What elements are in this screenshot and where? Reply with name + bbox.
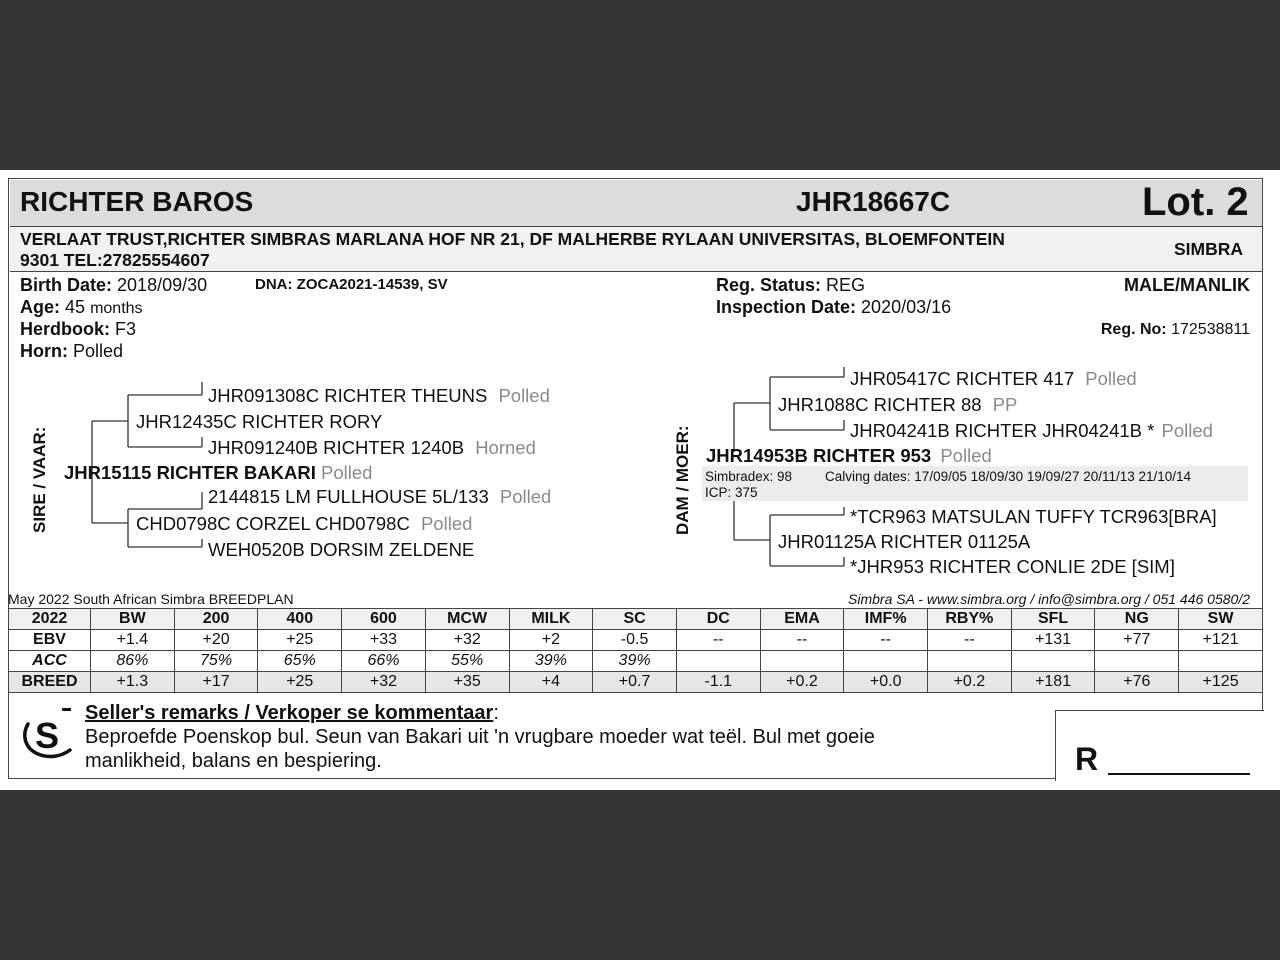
sire-horn: Polled — [321, 462, 373, 483]
table-cell: +131 — [1011, 630, 1095, 651]
inspection-value: 2020/03/16 — [861, 297, 952, 317]
dam-dam-sire — [850, 506, 1217, 528]
sire-dam-sire-horn: Polled — [499, 486, 552, 507]
header-cell: 400 — [258, 609, 342, 630]
dam-sire-sire-horn: Polled — [1085, 368, 1137, 389]
table-cell: +32 — [342, 672, 426, 693]
table-cell — [676, 651, 760, 672]
table-cell: +0.7 — [593, 672, 677, 693]
table-cell: +33 — [342, 630, 426, 651]
sire-dam-dam — [208, 539, 474, 561]
table-cell: 86% — [91, 651, 175, 672]
table-cell — [1095, 651, 1179, 672]
ebv-header-row — [9, 609, 1263, 630]
icp: ICP: 375 — [705, 485, 758, 500]
table-cell: +0.0 — [844, 672, 928, 693]
age-label: Age: — [20, 297, 60, 317]
table-cell — [760, 651, 844, 672]
table-cell: 39% — [593, 651, 677, 672]
sire-sire-dam-horn: Horned — [475, 437, 536, 458]
dam-sire-horn: PP — [992, 394, 1018, 415]
table-cell: +4 — [509, 672, 593, 693]
row-label: BREED — [9, 672, 91, 693]
header-cell: NG — [1095, 609, 1179, 630]
ebv-table — [8, 608, 1263, 693]
reg-no-label: Reg. No: — [1100, 321, 1167, 338]
owner-line-2: 9301 TEL:27825554607 — [20, 250, 210, 270]
table-cell: +25 — [258, 672, 342, 693]
table-cell: -0.5 — [593, 630, 677, 651]
table-cell — [1011, 651, 1095, 672]
header-cell: SC — [593, 609, 677, 630]
sire-sire-sire-name: JHR091308C RICHTER THEUNS — [208, 385, 488, 406]
header-cell: IMF% — [844, 609, 928, 630]
table-cell: +77 — [1095, 630, 1179, 651]
sire-dam-sire — [208, 486, 551, 508]
price-blank-line[interactable] — [1108, 773, 1250, 775]
age-value: 45 — [65, 297, 86, 317]
price-label: R — [1075, 741, 1099, 777]
animal-id: JHR18667C — [796, 186, 951, 217]
dam-dam-sire-name: *TCR963 MATSULAN TUFFY TCR963[BRA] — [850, 506, 1217, 527]
header-cell: 2022 — [9, 609, 91, 630]
dam-label: DAM / MOER: — [673, 425, 692, 535]
header-cell: SFL — [1011, 609, 1095, 630]
reg-status-label: Reg. Status: — [716, 275, 822, 295]
sire-dam — [136, 513, 472, 535]
age-unit: months — [90, 300, 143, 317]
row-label: ACC — [9, 651, 91, 672]
dam-dam — [778, 531, 1030, 553]
breed-label: SIMBRA — [1174, 239, 1244, 259]
header-cell: 200 — [174, 609, 258, 630]
sire-label: SIRE / VAAR: — [30, 426, 49, 533]
reg-status-value: REG — [826, 275, 866, 295]
table-cell: +125 — [1179, 672, 1263, 693]
dam-horn: Polled — [940, 445, 992, 466]
animal-name: RICHTER BAROS — [20, 186, 254, 217]
header-cell: MILK — [509, 609, 593, 630]
sex: MALE/MANLIK — [1124, 275, 1250, 295]
table-cell: +20 — [174, 630, 258, 651]
simbra-logo-icon — [18, 704, 74, 770]
owner-line-1: VERLAAT TRUST,RICHTER SIMBRAS MARLANA HOF NR 21, DF MALHERBE RYLAAN UNIVERSITAS, BLOEMFONTEIN — [20, 229, 1005, 249]
dam-name: JHR14953B RICHTER 953 — [706, 445, 932, 466]
sire-sire-dam-name: JHR091240B RICHTER 1240B — [208, 437, 465, 458]
horn-label: Horn: — [20, 341, 68, 361]
table-cell — [928, 651, 1012, 672]
horn-value: Polled — [73, 341, 124, 361]
dam-sire-sire-name: JHR05417C RICHTER 417 — [850, 368, 1075, 389]
contact-note: Simbra SA - www.simbra.org / info@simbra.org / 051 446 0580/2 — [848, 591, 1250, 607]
sire-dam-sire-name: 2144815 LM FULLHOUSE 5L/133 — [208, 486, 489, 507]
dam-sire-dam-horn: Polled — [1161, 420, 1213, 441]
dam-main — [706, 445, 992, 467]
source-note: May 2022 South African Simbra BREEDPLAN — [8, 591, 294, 607]
table-cell: 39% — [509, 651, 593, 672]
header-cell: SW — [1179, 609, 1263, 630]
birth-date-value: 2018/09/30 — [117, 275, 208, 295]
dam-sire-dam — [850, 420, 1213, 442]
table-cell: -1.1 — [676, 672, 760, 693]
header-cell: 600 — [342, 609, 426, 630]
sire-name: JHR15115 RICHTER BAKARI — [64, 462, 316, 483]
sire-sire-dam — [208, 437, 536, 459]
table-cell: 66% — [342, 651, 426, 672]
header-cell: BW — [91, 609, 175, 630]
table-cell — [844, 651, 928, 672]
reg-no-value: 172538811 — [1171, 321, 1250, 338]
dam-sire-sire — [850, 368, 1137, 390]
table-cell: 75% — [174, 651, 258, 672]
table-cell: 65% — [258, 651, 342, 672]
table-cell: -- — [760, 630, 844, 651]
table-cell: +181 — [1011, 672, 1095, 693]
dam-sire-name: JHR1088C RICHTER 88 — [778, 394, 982, 415]
lot-number: Lot. 2 — [1142, 180, 1249, 224]
remarks-line-2: manlikheid, balans en bespiering. — [85, 750, 382, 772]
simbradex: Simbradex: 98 — [705, 469, 793, 484]
table-cell: +76 — [1095, 672, 1179, 693]
sire-main — [64, 462, 372, 484]
header-cell: EMA — [760, 609, 844, 630]
sire-sire-sire — [208, 385, 550, 407]
table-cell: +1.4 — [91, 630, 175, 651]
acc-row — [9, 651, 1263, 672]
sire-sire-sire-horn: Polled — [498, 385, 550, 406]
table-cell: +32 — [425, 630, 509, 651]
herdbook-value: F3 — [115, 319, 137, 339]
inspection-label: Inspection Date: — [716, 297, 857, 317]
table-cell — [1179, 651, 1263, 672]
header-cell: MCW — [425, 609, 509, 630]
calving-dates: Calving dates: 17/09/05 18/09/30 19/09/27 20/11/13 21/10/14 — [825, 469, 1192, 484]
table-cell: +121 — [1179, 630, 1263, 651]
svg-text:S: S — [35, 715, 60, 756]
sire-dam-name: CHD0798C CORZEL CHD0798C — [136, 513, 410, 534]
table-cell: +0.2 — [760, 672, 844, 693]
sire-sire-name: JHR12435C RICHTER RORY — [136, 411, 383, 432]
dam-dam-name: JHR01125A RICHTER 01125A — [778, 531, 1031, 552]
birth-date-label: Birth Date: — [20, 275, 113, 295]
dam-dam-dam-name: *JHR953 RICHTER CONLIE 2DE [SIM] — [850, 556, 1175, 577]
dna-info: DNA: ZOCA2021-14539, SV — [255, 276, 448, 293]
dam-sire — [778, 394, 1017, 416]
sire-dam-dam-name: WEH0520B DORSIM ZELDENE — [208, 539, 475, 560]
sire-dam-horn: Polled — [420, 513, 473, 534]
table-cell: -- — [844, 630, 928, 651]
table-cell: +0.2 — [928, 672, 1012, 693]
table-cell: +1.3 — [91, 672, 175, 693]
table-cell: -- — [928, 630, 1012, 651]
dam-dam-dam — [850, 556, 1175, 578]
breed-row — [9, 672, 1263, 693]
remarks-title: Seller's remarks / Verkoper se kommentaar — [85, 702, 494, 724]
remarks-line-1: Beproefde Poenskop bul. Seun van Bakari uit 'n vrugbare moeder wat teël. Bul met goeie — [85, 726, 875, 748]
dam-sire-dam-name: JHR04241B RICHTER JHR04241B * — [850, 420, 1155, 441]
lot-card — [0, 170, 1280, 790]
table-cell: +17 — [174, 672, 258, 693]
table-cell: +35 — [425, 672, 509, 693]
row-label: EBV — [9, 630, 91, 651]
table-cell: +25 — [258, 630, 342, 651]
table-cell: -- — [676, 630, 760, 651]
herdbook-label: Herdbook: — [20, 319, 110, 339]
remarks-colon: : — [493, 702, 499, 724]
table-cell: 55% — [425, 651, 509, 672]
header-cell: RBY% — [928, 609, 1012, 630]
remarks-title-line — [85, 702, 499, 725]
ebv-row — [9, 630, 1263, 651]
table-cell: +2 — [509, 630, 593, 651]
header-cell: DC — [676, 609, 760, 630]
sire-sire — [136, 411, 382, 433]
